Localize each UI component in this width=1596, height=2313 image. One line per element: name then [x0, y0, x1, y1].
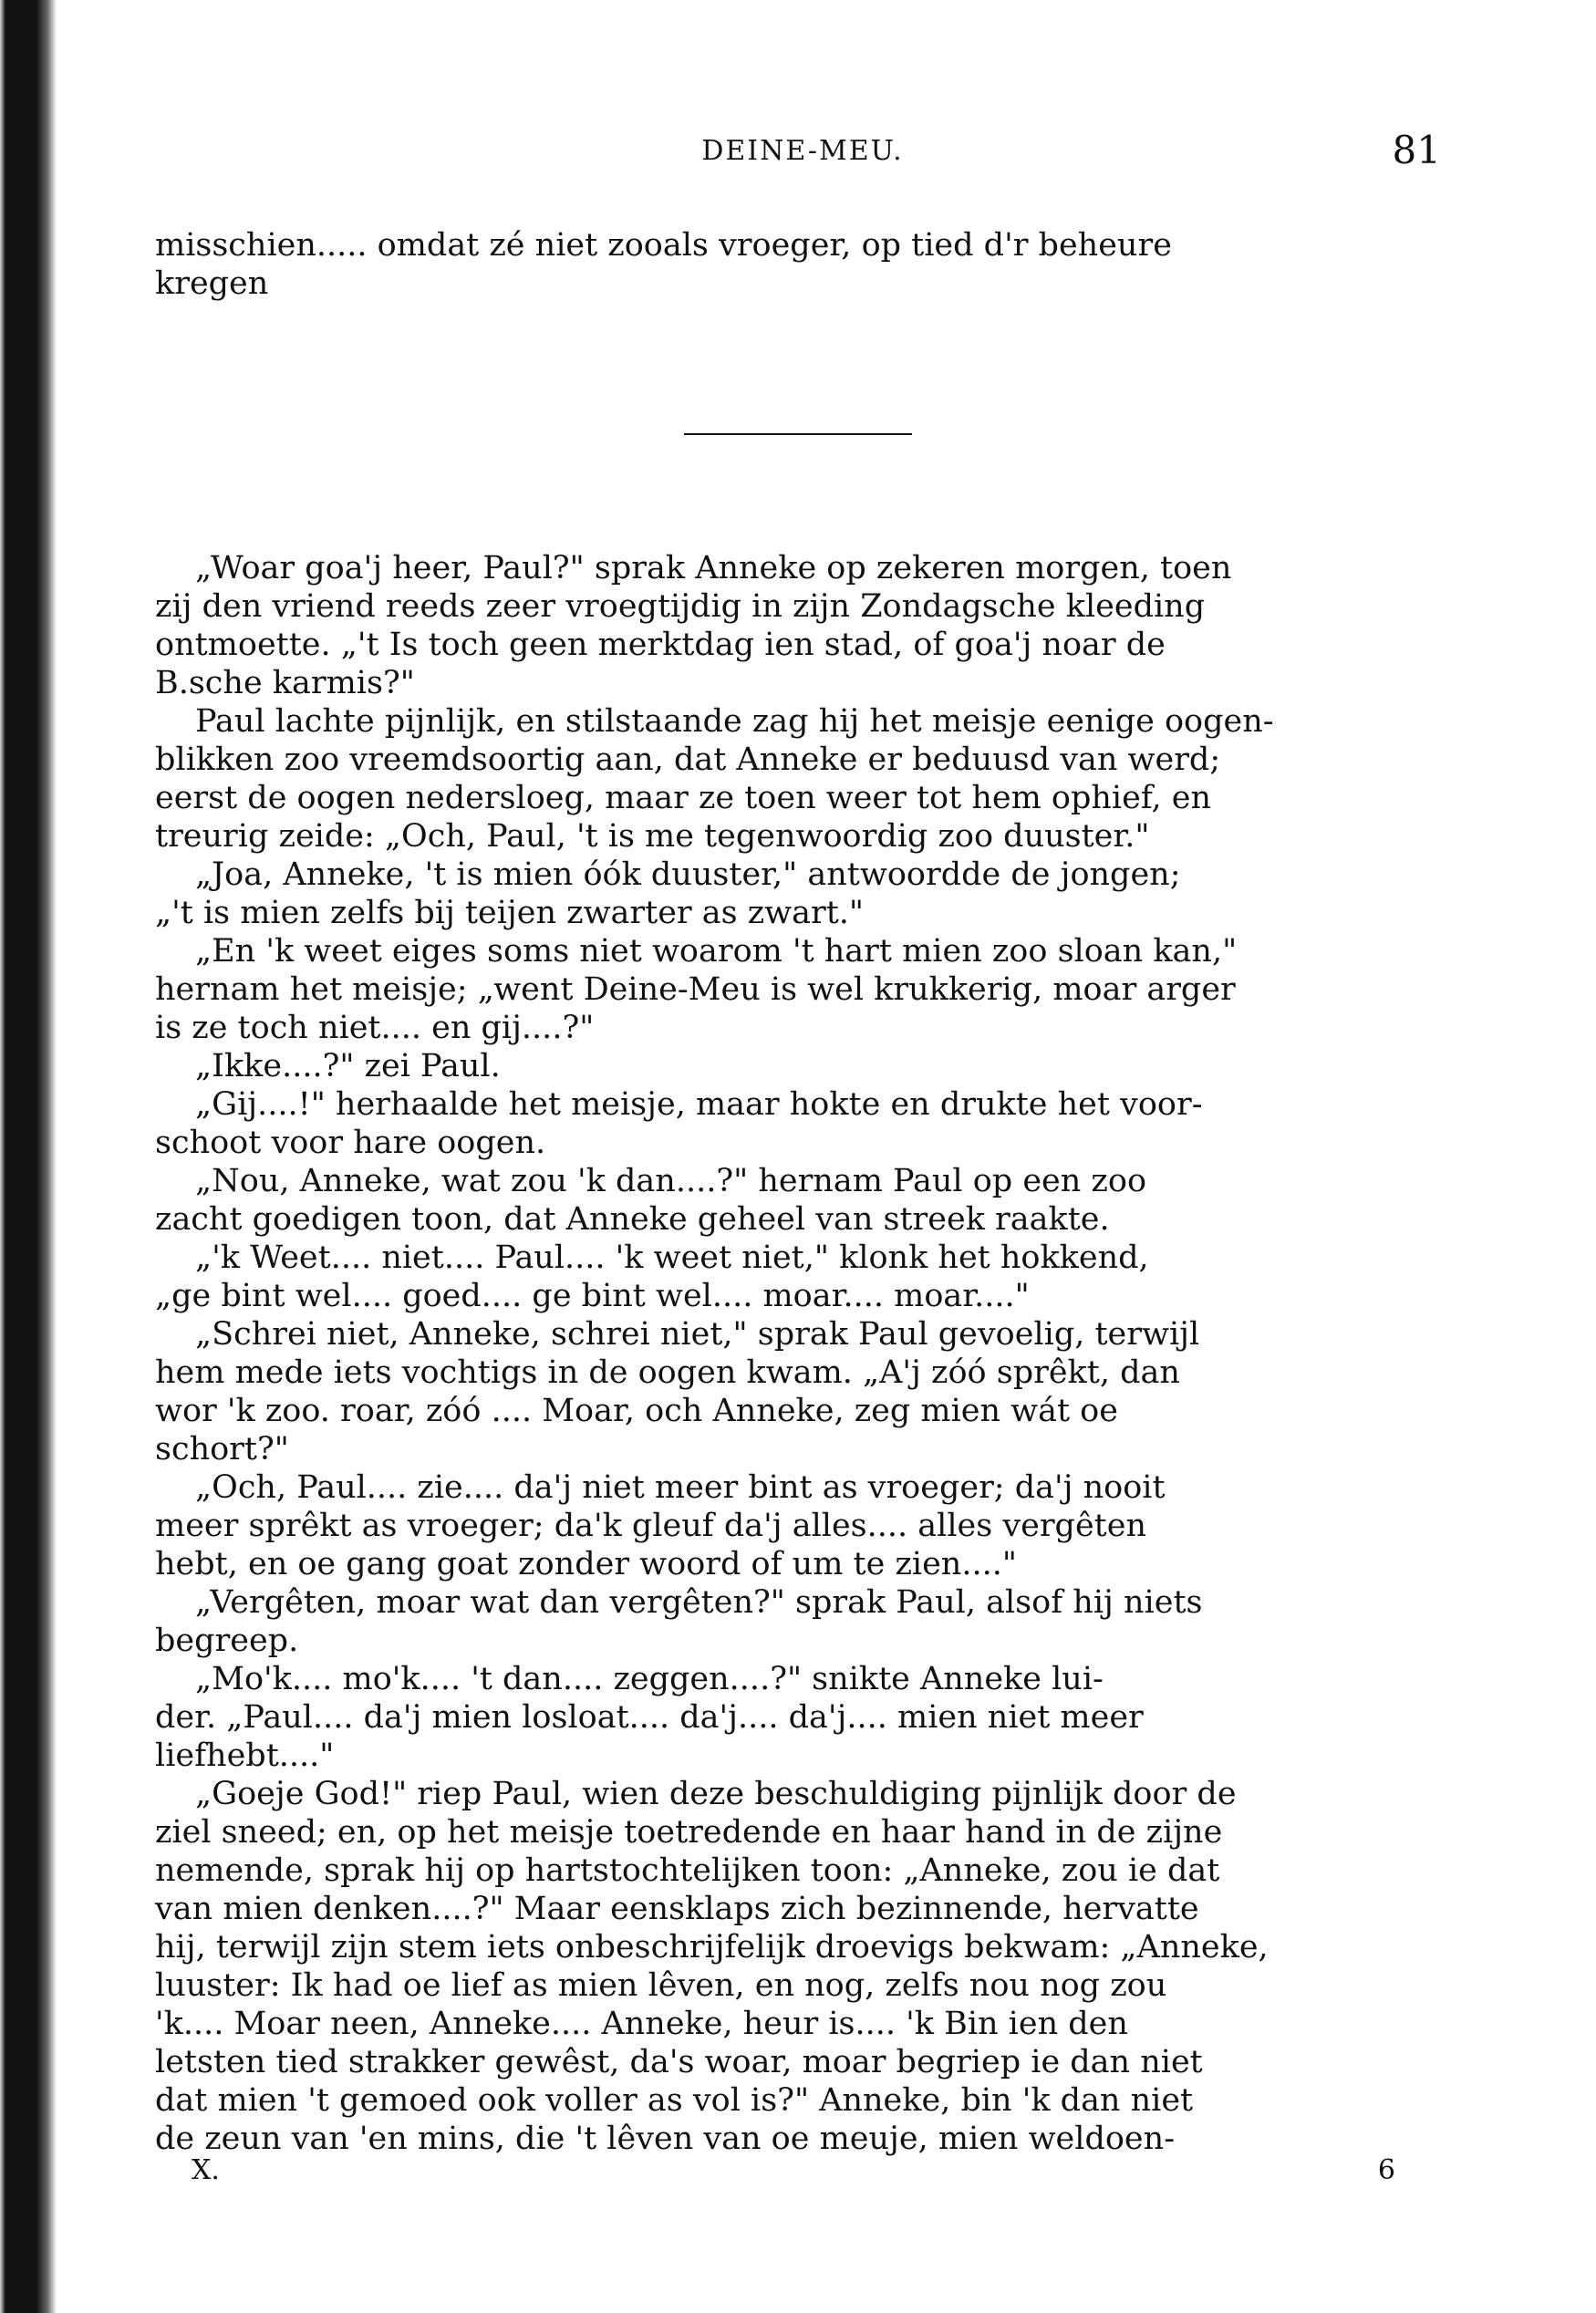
paragraph: „Gij....!" herhaalde het meisje, maar hokte en drukte het voor- schoot voor hare oogen.: [155, 1086, 1203, 1161]
paragraph: „Schrei niet, Anneke, schrei niet," sprak Paul gevoelig, terwijl hem mede iets vochtigs in de oogen kwam. „A'j zóó sprêkt, dan wor 'k zoo. roar, zóó .... Moar, och Anneke, zeg mien wát oe schort?": [155, 1316, 1200, 1468]
page-footer: [192, 2154, 1395, 2200]
paragraph: „Och, Paul.... zie.... da'j niet meer bint as vroeger; da'j nooit meer sprêkt as vroeger; da'k gleuf da'j alles.... alles vergêten hebt, en oe gang goat zonder woord of um te zien....": [155, 1469, 1166, 1582]
paragraph: „Nou, Anneke, wat zou 'k dan....?" hernam Paul op een zoo zacht goedigen toon, dat Anneke geheel van streek raakte.: [155, 1163, 1147, 1238]
running-head: DEINE-MEU.: [701, 135, 904, 167]
paragraph: „Mo'k.... mo'k.... 't dan.... zeggen....?" snikte Anneke lui- der. „Paul.... da'j mien losloat.... da'j.... da'j.... mien niet meer liefhebt....": [155, 1661, 1144, 1774]
paragraph: „En 'k weet eiges soms niet woarom 't hart mien zoo sloan kan," hernam het meisje; „went Deine-Meu is wel krukkerig, moar arger is ze toch niet.... en gij....?": [155, 933, 1238, 1046]
signature-mark: X.: [192, 2154, 220, 2186]
paragraph: „Ikke....?" zei Paul.: [195, 1048, 501, 1084]
page-body: [155, 226, 1441, 2158]
paragraph: „Joa, Anneke, 't is mien óók duuster," antwoordde de jongen; „'t is mien zelfs bij teijen zwarter as zwart.": [155, 856, 1181, 931]
paragraph: Paul lachte pijnlijk, en stilstaande zag hij het meisje eenige oogen- blikken zoo vreemdsoortig aan, dat Anneke er beduusd van werd; eerst de oogen nedersloeg, maar ze toen weer tot hem ophief, en treurig zeide: „Och, Paul, 't is me tegenwoordig zoo duuster.": [155, 703, 1274, 855]
book-spine-shadow: [0, 0, 57, 2313]
page-header: [155, 128, 1450, 182]
paragraph: „Goeje God!" riep Paul, wien deze beschuldiging pijnlijk door de ziel sneed; en, op het meisje toetredende en haar hand in de zijne nemende, sprak hij op hartstochtelijken toon: „Anneke, zou ie dat van mien denken....?" Maar eensklaps zich bezinnende, hervatte hij, terwijl zijn stem iets onbeschrijfelijk droevigs bekwam: „Anneke, luuster: Ik had oe lief as mien lêven, en nog, zelfs nou nog zou 'k.... Moar neen, Anneke.... Anneke, heur is.... 'k Bin ien den letsten tied strakker gewêst, da's woar, moar begriep ie dan niet dat mien 't gemoed ook voller as vol is?" Anneke, bin 'k dan niet de zeun van 'en mins, die 't lêven van oe meuje, mien weldoen-: [155, 1776, 1269, 2157]
paragraph: misschien..... omdat zé niet zooals vroeger, op tied d'r beheure kregen: [155, 227, 1172, 302]
paragraph: „Woar goa'j heer, Paul?" sprak Anneke op zekeren morgen, toen zij den vriend reeds zeer vroegtijdig in zijn Zondagsche kleeding ontmoette. „'t Is toch geen merktdag ien stad, of goa'j noar de B.sche karmis?": [155, 550, 1232, 701]
paragraph: „'k Weet.... niet.... Paul.... 'k weet niet," klonk het hokkend, „ge bint wel.... goed.... ge bint wel.... moar.... moar....": [155, 1239, 1149, 1314]
page-number: 81: [1392, 128, 1441, 172]
section-divider: [684, 433, 912, 435]
sheet-number: 6: [1377, 2154, 1395, 2186]
paragraph: „Vergêten, moar wat dan vergêten?" sprak Paul, alsof hij niets begreep.: [155, 1584, 1203, 1659]
